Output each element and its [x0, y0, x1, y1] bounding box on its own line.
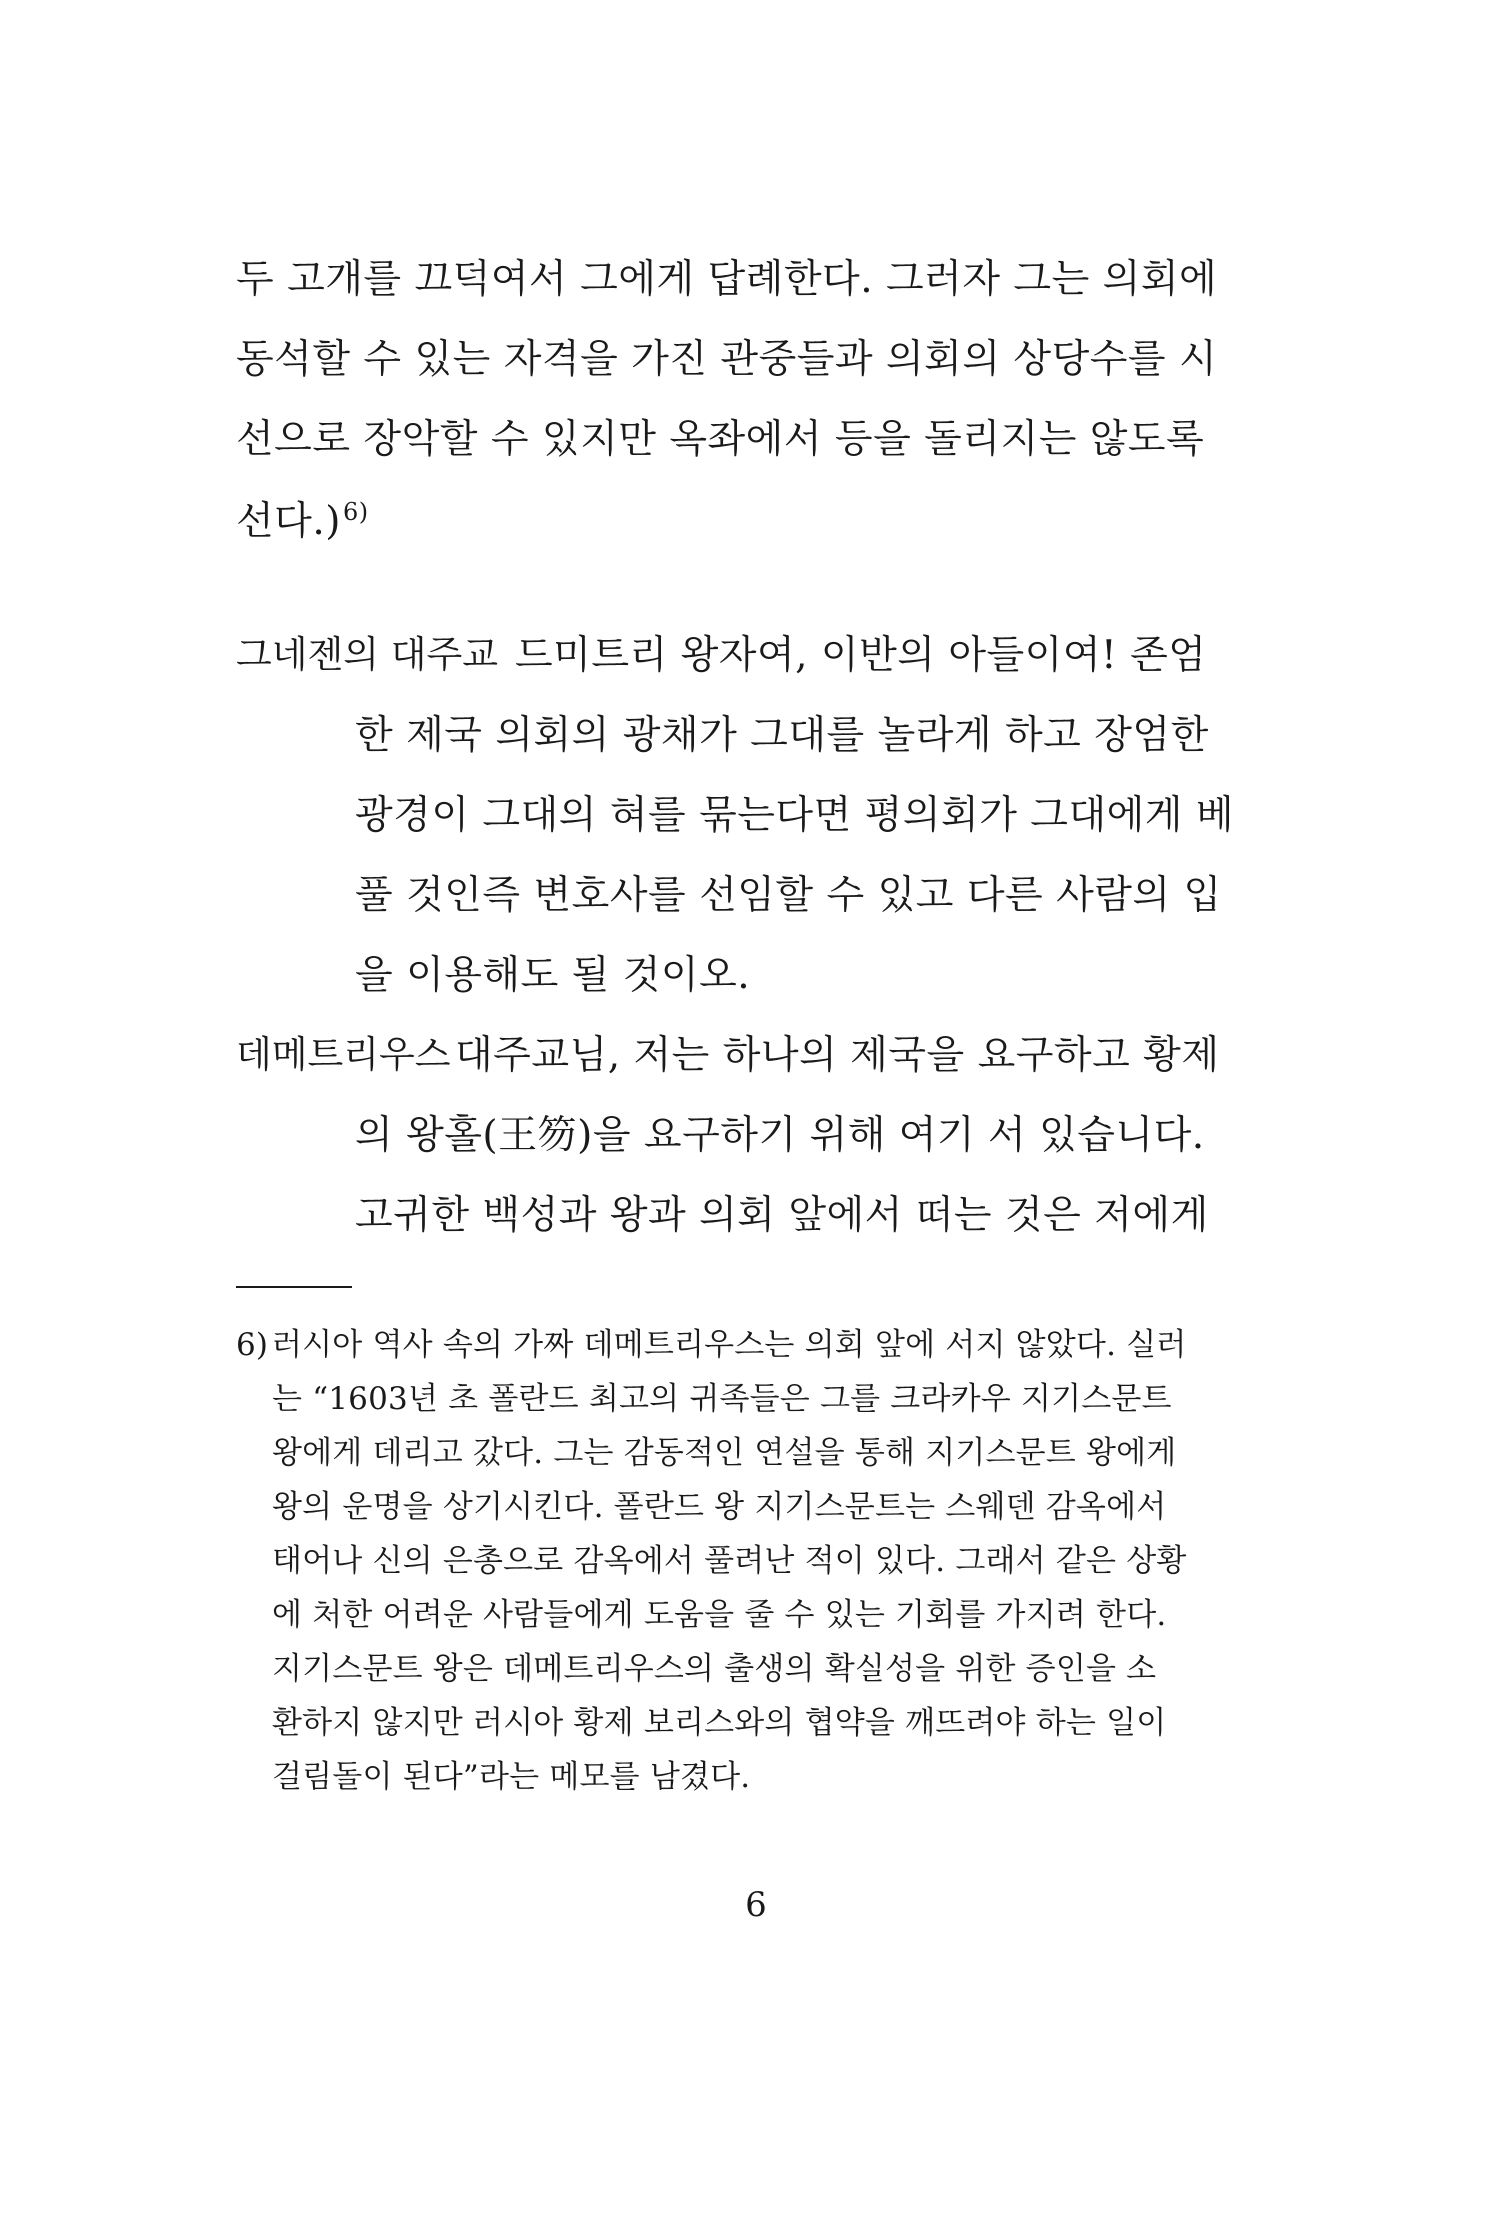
dialogue-line: 의 왕홀(王笏)을 요구하기 위해 여기 서 있습니다.: [355, 1113, 1205, 1158]
page-number: 6: [745, 1885, 767, 1925]
stage-direction-line: [236, 498, 369, 544]
dialogue-line: 한 제국 의회의 광채가 그대를 놀라게 하고 장엄한: [355, 713, 1209, 758]
stage-direction-line: 선으로 장악할 수 있지만 옥좌에서 등을 돌리지는 않도록: [236, 417, 1205, 462]
footnote-line: 환하지 않지만 러시아 황제 보리스와의 협약을 깨뜨려야 하는 일이: [272, 1705, 1167, 1741]
dialogue-line: 광경이 그대의 혀를 묶는다면 평의회가 그대에게 베: [355, 793, 1235, 838]
footnote-line: 태어나 신의 은총으로 감옥에서 풀려난 적이 있다. 그래서 같은 상황: [272, 1543, 1187, 1579]
footnote-line: 러시아 역사 속의 가짜 데메트리우스는 의회 앞에 서지 않았다. 실러: [272, 1327, 1187, 1363]
dialogue-line: 을 이용해도 될 것이오.: [355, 953, 751, 998]
stage-direction-line: 두 고개를 끄덕여서 그에게 답례한다. 그러자 그는 의회에: [236, 257, 1218, 302]
stage-direction-line: 동석할 수 있는 자격을 가진 관중들과 의회의 상당수를 시: [236, 337, 1218, 382]
dialogue-line: 대주교님, 저는 하나의 제국을 요구하고 황제: [455, 1033, 1220, 1078]
footnote-line: 왕에게 데리고 갔다. 그는 감동적인 연설을 통해 지기스문트 왕에게: [272, 1435, 1177, 1471]
speaker-name: 데메트리우스: [236, 1033, 451, 1076]
footnote-line: 지기스문트 왕은 데메트리우스의 출생의 확실성을 위한 증인을 소: [272, 1651, 1157, 1687]
footnote-line: 는 “1603년 초 폴란드 최고의 귀족들은 그를 크라카우 지기스문트: [272, 1381, 1172, 1417]
footnote-line: 왕의 운명을 상기시킨다. 폴란드 왕 지기스문트는 스웨덴 감옥에서: [272, 1489, 1167, 1525]
footnote-line: 걸림돌이 된다”라는 메모를 남겼다.: [272, 1759, 751, 1795]
footnote-divider: [236, 1286, 352, 1288]
stage-direction-text: 선다.): [236, 499, 341, 544]
dialogue-line: 풀 것인즉 변호사를 선임할 수 있고 다른 사람의 입: [355, 873, 1222, 918]
footnote-reference: 6): [342, 498, 369, 526]
dialogue-line: 드미트리 왕자여, 이반의 아들이여! 존엄: [515, 633, 1207, 678]
footnote-line: 에 처한 어려운 사람들에게 도움을 줄 수 있는 기회를 가지려 한다.: [272, 1597, 1167, 1633]
speaker-name: 그네젠의 대주교: [236, 633, 498, 676]
dialogue-line: 고귀한 백성과 왕과 의회 앞에서 떠는 것은 저에게: [355, 1193, 1209, 1238]
footnote-marker: 6): [236, 1327, 269, 1363]
